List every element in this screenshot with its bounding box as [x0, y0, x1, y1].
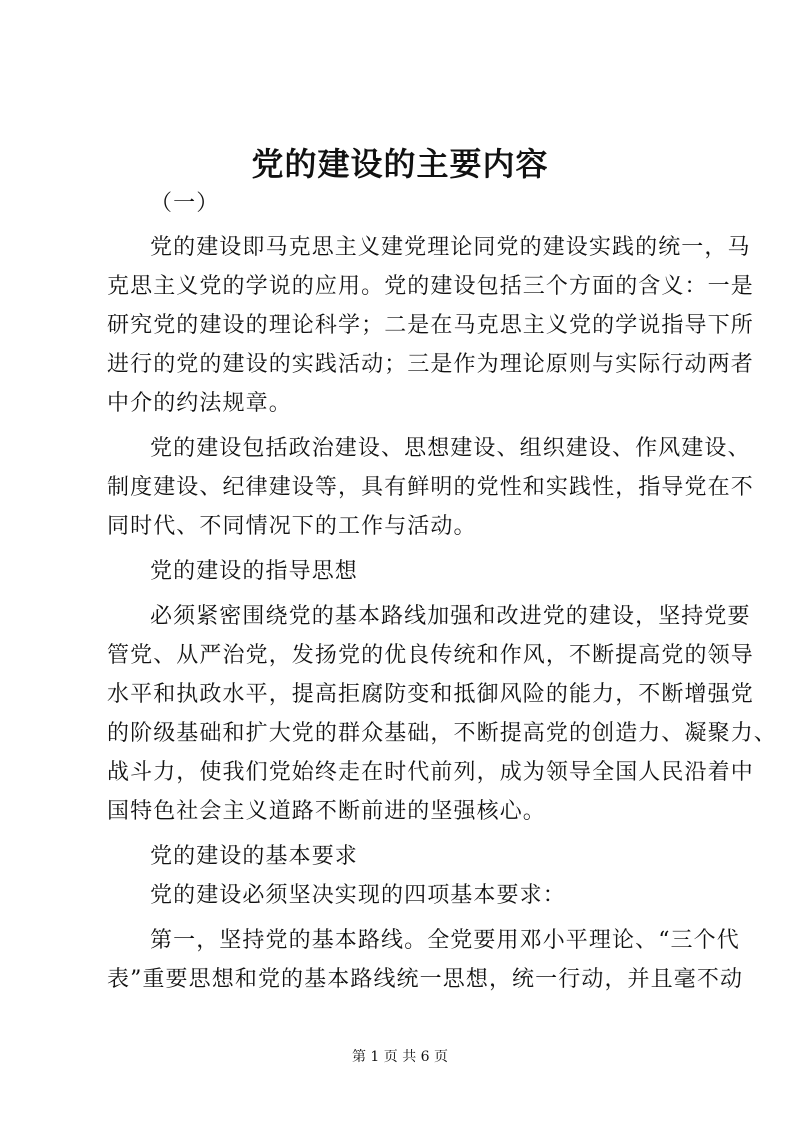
section-number: （一）	[150, 191, 220, 216]
paragraph-line: 同时代、不同情况下的工作与活动。	[107, 514, 477, 539]
section-heading: 党的建设的基本要求	[150, 844, 358, 869]
paragraph-line: 国特色社会主义道路不断前进的坚强核心。	[107, 799, 546, 824]
paragraph-line: 制度建设、纪律建设等，具有鲜明的党性和实践性，指导党在不	[107, 475, 754, 500]
paragraph-line: 战斗力，使我们党始终走在时代前列，成为领导全国人民沿着中	[107, 760, 754, 785]
paragraph-line: 进行的党的建设的实践活动；三是作为理论原则与实际行动两者	[107, 352, 754, 377]
paragraph-line: 的阶级基础和扩大党的群众基础，不断提高党的创造力、凝聚力、	[107, 721, 777, 746]
paragraph-line: 研究党的建设的理论科学；二是在马克思主义党的学说指导下所	[107, 313, 754, 338]
page-footer: 第 1 页 共 6 页	[351, 1049, 449, 1065]
paragraph-line: 克思主义党的学说的应用。党的建设包括三个方面的含义：一是	[107, 274, 754, 299]
paragraph-line: 党的建设即马克思主义建党理论同党的建设实践的统一，马	[150, 235, 751, 260]
paragraph-line: 中介的约法规章。	[107, 391, 292, 416]
paragraph-line: 党的建设包括政治建设、思想建设、组织建设、作风建设、	[150, 436, 751, 461]
paragraph-line: 党的建设必须坚决实现的四项基本要求：	[150, 883, 566, 908]
document-title: 党的建设的主要内容	[251, 145, 549, 183]
paragraph-line: 水平和执政水平，提高拒腐防变和抵御风险的能力，不断增强党	[107, 682, 754, 707]
paragraph-line: 管党、从严治党，发扬党的优良传统和作风，不断提高党的领导	[107, 643, 754, 668]
paragraph-line: 第一，坚持党的基本路线。全党要用邓小平理论、“三个代	[150, 928, 740, 953]
paragraph-line: 必须紧密围绕党的基本路线加强和改进党的建设，坚持党要	[150, 604, 751, 629]
paragraph-line: 表”重要思想和党的基本路线统一思想，统一行动，并且毫不动	[107, 967, 744, 992]
section-heading: 党的建设的指导思想	[150, 559, 358, 584]
